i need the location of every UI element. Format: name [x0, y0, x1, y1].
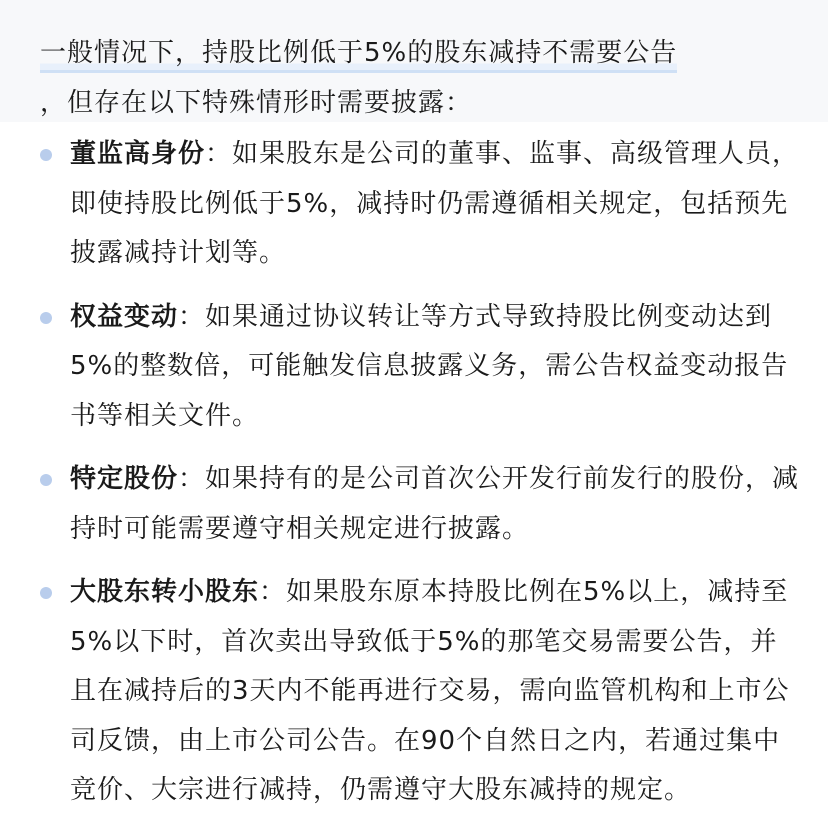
- bullet-dot-icon: [40, 587, 52, 599]
- intro-highlighted-text[interactable]: 一般情况下，持股比例低于5%的股东减持不需要公告: [40, 38, 677, 73]
- item-text: ：如果持有的是公司首次公开发行前发行的股份，减持时可能需要遵守相关规定进行披露。: [70, 464, 800, 544]
- list-item-director-supervisor: [40, 130, 800, 279]
- intro-continuation-text: ，但存在以下特殊情形时需要披露：: [40, 88, 473, 118]
- bullet-dot-icon: [40, 474, 52, 486]
- item-text: ：如果通过协议转让等方式导致持股比例变动达到5%的整数倍，可能触发信息披露义务，需公告权益变动报告书等相关文件。: [70, 301, 789, 431]
- item-term: 权益变动: [70, 301, 179, 332]
- bullet-dot-icon: [40, 312, 52, 324]
- list-item-specific-shares: [40, 455, 800, 554]
- item-term: 董监高身份: [70, 139, 206, 169]
- list-item-equity-change: [40, 293, 800, 442]
- item-text: ：如果股东原本持股比例在5%以上，减持至5%以下时，首次卖出导致低于5%的那笔交易需要公告，并且在减持后的3天内不能再进行交易，需向监管机构和上市公司反馈，由上市公司公告。在90个自然日之内，若通过集中竞价、大宗进行减持，仍需遵守大股东减持的规定。: [70, 577, 790, 805]
- bullet-dot-icon: [40, 149, 52, 161]
- item-text: ：如果股东是公司的董事、监事、高级管理人员，即使持股比例低于5%，减持时仍需遵循相关规定，包括预先披露减持计划等。: [70, 139, 800, 268]
- item-term: 大股东转小股东: [70, 577, 260, 607]
- intro-paragraph: [40, 28, 800, 128]
- special-cases-list: [40, 130, 800, 830]
- list-item-major-to-minor: [40, 568, 800, 816]
- item-term: 特定股份: [70, 464, 179, 494]
